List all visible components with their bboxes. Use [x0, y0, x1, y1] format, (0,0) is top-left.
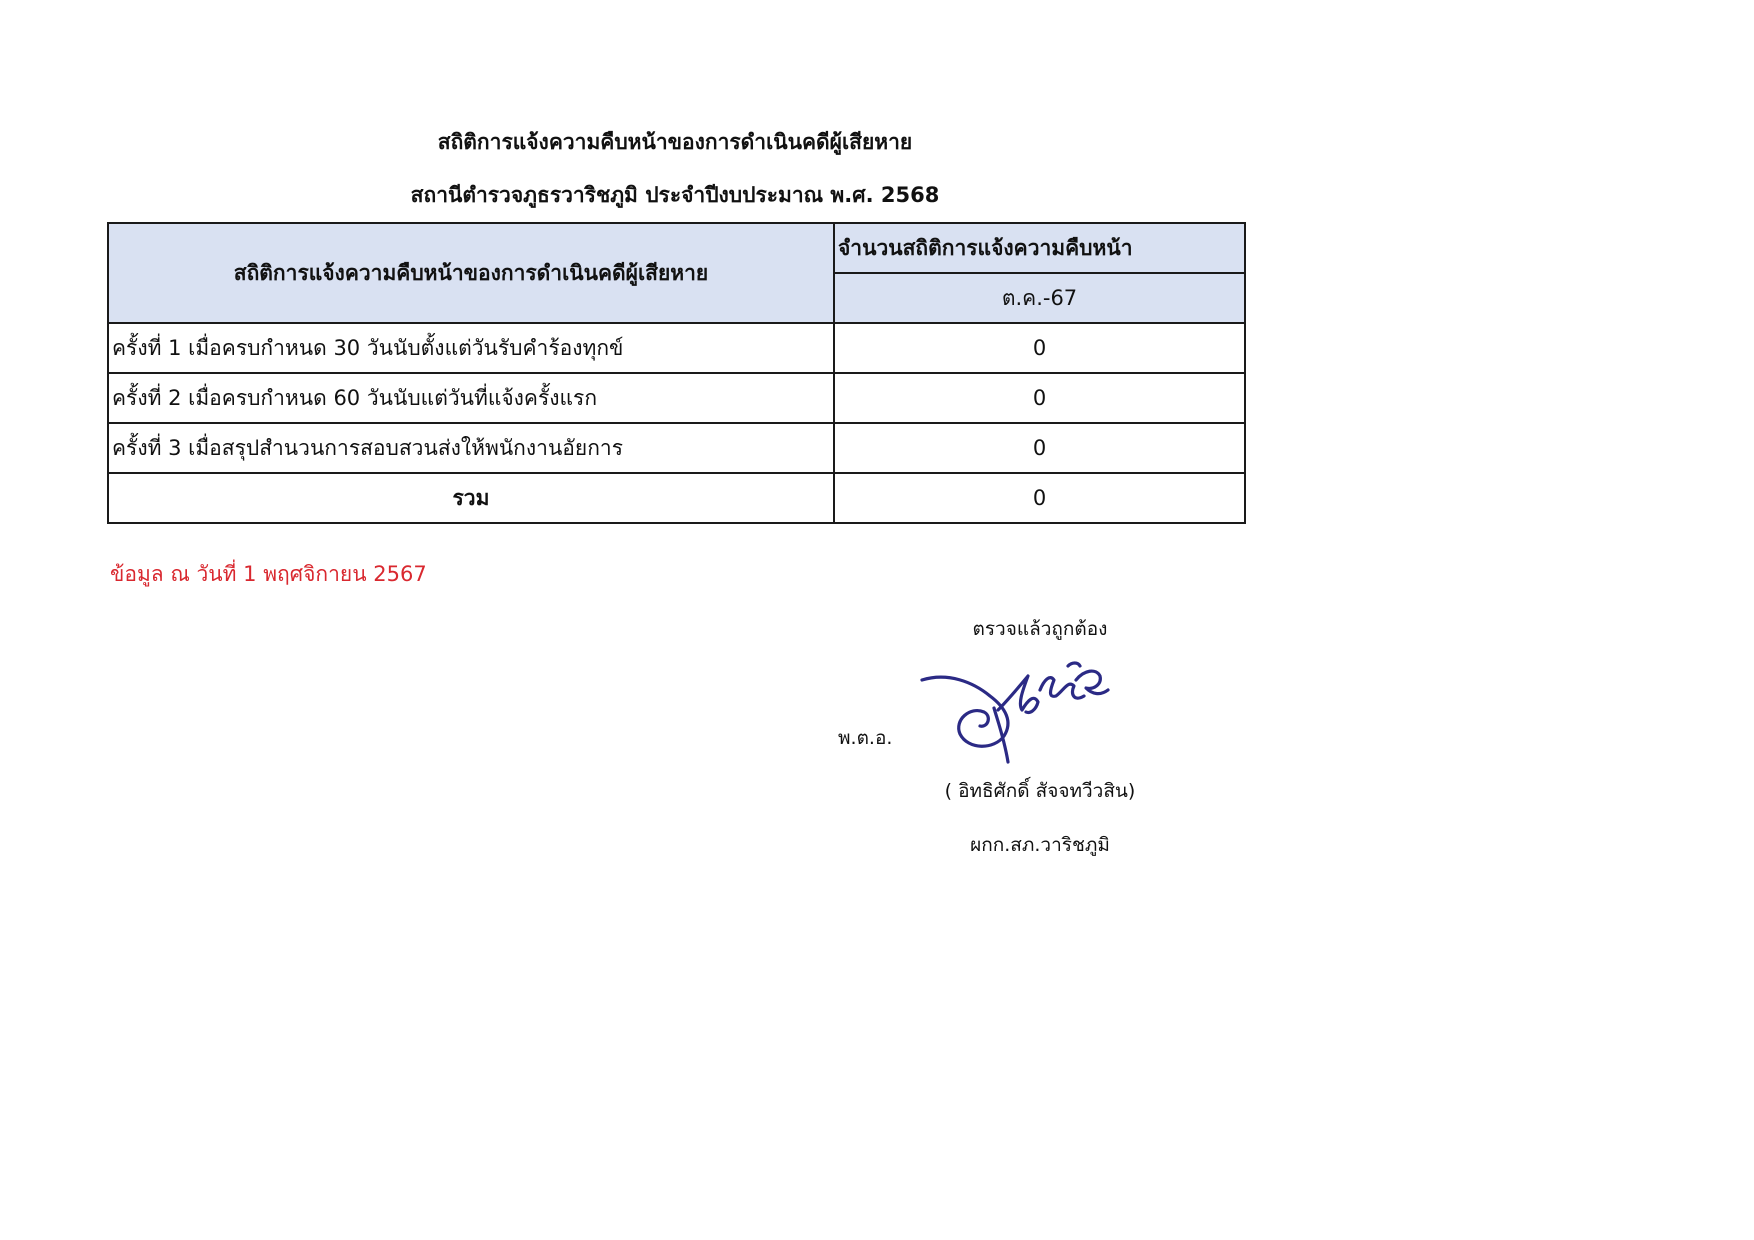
- document-subtitle: สถานีตำรวจภูธรวาริชภูมิ ประจำปีงบประมาณ พ.ศ. 2568: [410, 183, 940, 207]
- document-title: สถิติการแจ้งความคืบหน้าของการดำเนินคดีผู้เสียหาย: [437, 130, 913, 154]
- count-column-header: จำนวนสถิติการแจ้งความคืบหน้า: [834, 223, 1245, 273]
- total-label: รวม: [108, 473, 834, 523]
- signer-position: ผกก.สภ.วาริชภูมิ: [970, 834, 1110, 856]
- table-row: [108, 423, 1245, 473]
- month-column-header: ต.ค.-67: [834, 273, 1245, 323]
- table-header-row: [108, 223, 1245, 273]
- table-row: [108, 373, 1245, 423]
- row-label: ครั้งที่ 3 เมื่อสรุปสำนวนการสอบสวนส่งให้พนักงานอัยการ: [108, 423, 834, 473]
- category-column-header: สถิติการแจ้งความคืบหน้าของการดำเนินคดีผู้เสียหาย: [108, 223, 834, 323]
- row-value: 0: [834, 423, 1245, 473]
- total-value: 0: [834, 473, 1245, 523]
- row-label: ครั้งที่ 1 เมื่อครบกำหนด 30 วันนับตั้งแต่วันรับคำร้องทุกข์: [108, 323, 834, 373]
- row-value: 0: [834, 373, 1245, 423]
- signer-rank: พ.ต.อ.: [838, 727, 893, 749]
- statistics-table: [107, 222, 1246, 524]
- row-label: ครั้งที่ 2 เมื่อครบกำหนด 60 วันนับแต่วันที่แจ้งครั้งแรก: [108, 373, 834, 423]
- signer-name: ( อิทธิศักดิ์ สัจจทวีวสิน): [944, 780, 1136, 802]
- total-row: [108, 473, 1245, 523]
- row-value: 0: [834, 323, 1245, 373]
- handwritten-signature: [918, 650, 1118, 765]
- table-row: [108, 323, 1245, 373]
- data-date-note: ข้อมูล ณ วันที่ 1 พฤศจิกายน 2567: [110, 562, 427, 586]
- verified-label: ตรวจแล้วถูกต้อง: [972, 618, 1108, 640]
